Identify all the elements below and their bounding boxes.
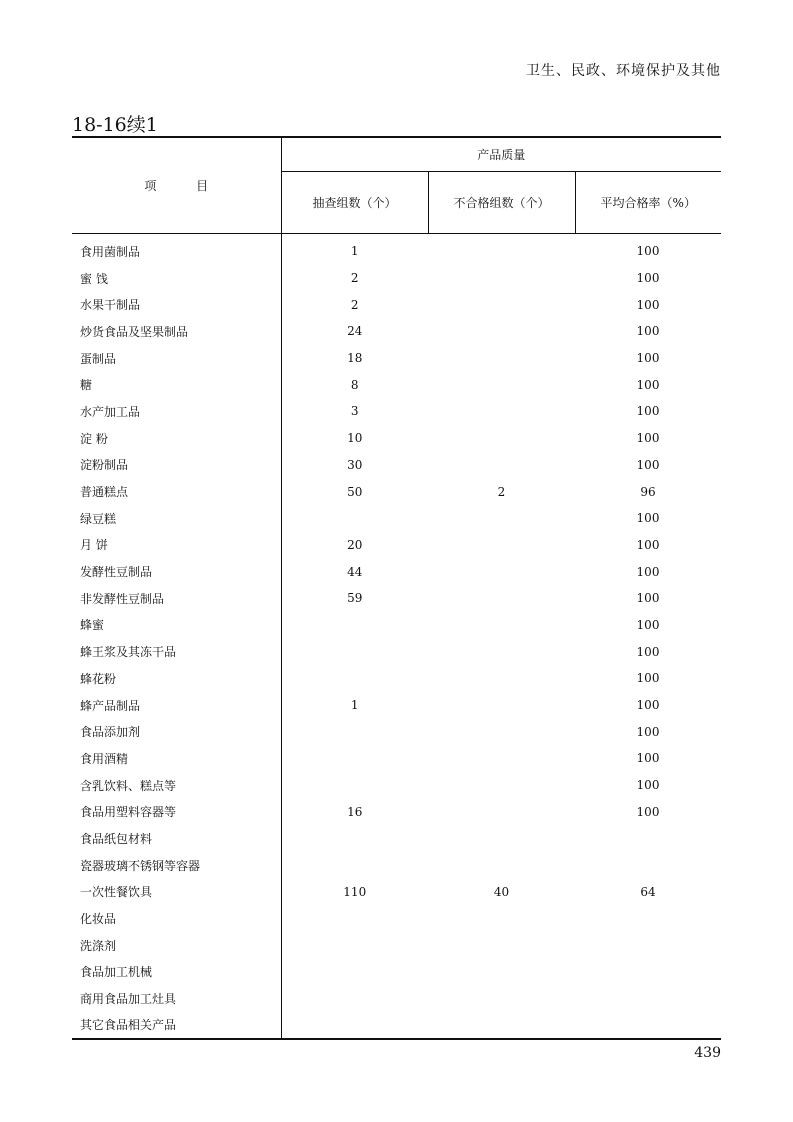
table-row (72, 452, 721, 479)
row-item-name: 瓷器玻璃不锈钢等容器 (72, 852, 281, 879)
row-pass-rate: 100 (636, 324, 660, 339)
product-quality-header: 产品质量 (281, 137, 721, 172)
row-sampled-count: 1 (350, 698, 359, 713)
row-pass-rate: 100 (636, 351, 660, 366)
row-failed-count (428, 692, 575, 719)
row-failed-count: 2 (497, 484, 506, 499)
row-sampled-count (281, 959, 428, 986)
row-sampled-count: 18 (347, 351, 363, 366)
row-pass-rate (575, 825, 721, 852)
row-item-name: 其它食品相关产品 (72, 1012, 281, 1039)
row-item-name: 绿豆糕 (72, 505, 281, 532)
row-sampled-count: 44 (347, 564, 363, 579)
row-failed-count (428, 959, 575, 986)
row-failed-count (428, 558, 575, 585)
row-failed-count (428, 825, 575, 852)
row-item-name: 食品加工机械 (72, 959, 281, 986)
row-sampled-count: 10 (347, 431, 363, 446)
table-row (72, 745, 721, 772)
table-row (72, 985, 721, 1012)
row-item-name: 食品用塑料容器等 (72, 798, 281, 825)
row-pass-rate: 100 (636, 404, 660, 419)
table-row (72, 345, 721, 372)
row-pass-rate: 64 (640, 884, 656, 899)
row-failed-count (428, 318, 575, 345)
row-sampled-count: 1 (350, 244, 359, 259)
row-failed-count (428, 505, 575, 532)
row-item-name: 一次性餐饮具 (72, 879, 281, 906)
row-failed-count (428, 612, 575, 639)
row-pass-rate: 100 (636, 591, 660, 606)
table-row (72, 371, 721, 398)
row-sampled-count: 20 (347, 537, 363, 552)
row-pass-rate: 100 (636, 431, 660, 446)
row-item-name: 月 饼 (72, 532, 281, 559)
table-row (72, 478, 721, 505)
row-item-name: 蜜 饯 (72, 265, 281, 292)
row-failed-count (428, 718, 575, 745)
row-failed-count (428, 852, 575, 879)
row-sampled-count (281, 852, 428, 879)
row-sampled-count (281, 932, 428, 959)
table-row (72, 532, 721, 559)
product-quality-table (72, 136, 721, 1040)
row-failed-count (428, 291, 575, 318)
row-sampled-count: 110 (343, 884, 367, 899)
row-failed-count (428, 371, 575, 398)
row-sampled-count (281, 1012, 428, 1039)
row-item-name: 水果干制品 (72, 291, 281, 318)
row-pass-rate: 100 (636, 511, 660, 526)
row-failed-count (428, 265, 575, 292)
row-pass-rate: 100 (636, 724, 660, 739)
row-pass-rate: 100 (636, 271, 660, 286)
row-failed-count (428, 638, 575, 665)
row-failed-count (428, 905, 575, 932)
row-pass-rate: 100 (636, 537, 660, 552)
row-item-name: 商用食品加工灶具 (72, 985, 281, 1012)
table-row (72, 879, 721, 906)
row-sampled-count (281, 665, 428, 692)
table-row (72, 959, 721, 986)
row-sampled-count (281, 825, 428, 852)
table-row (72, 638, 721, 665)
table-row (72, 772, 721, 799)
row-item-name: 蛋制品 (72, 345, 281, 372)
row-item-name: 炒货食品及坚果制品 (72, 318, 281, 345)
row-sampled-count: 50 (347, 484, 363, 499)
table-row (72, 825, 721, 852)
running-head: 卫生、民政、环境保护及其他 (526, 63, 721, 79)
row-pass-rate (575, 852, 721, 879)
row-failed-count (428, 425, 575, 452)
row-pass-rate (575, 1012, 721, 1039)
table-row (72, 234, 721, 265)
table-body (72, 234, 721, 1039)
row-pass-rate: 100 (636, 804, 660, 819)
row-pass-rate (575, 985, 721, 1012)
row-item-name: 水产加工品 (72, 398, 281, 425)
row-pass-rate: 100 (636, 617, 660, 632)
table-row (72, 718, 721, 745)
row-pass-rate (575, 905, 721, 932)
row-sampled-count (281, 985, 428, 1012)
row-sampled-count: 16 (347, 804, 363, 819)
row-item-name: 洗涤剂 (72, 932, 281, 959)
row-sampled-count: 8 (350, 377, 359, 392)
row-pass-rate (575, 959, 721, 986)
row-failed-count (428, 398, 575, 425)
sampled-groups-header: 抽查组数（个） (281, 172, 428, 234)
table-row (72, 585, 721, 612)
table-row (72, 558, 721, 585)
table-row (72, 905, 721, 932)
row-failed-count (428, 772, 575, 799)
row-item-name: 食用菌制品 (72, 234, 281, 265)
row-item-name: 食品纸包材料 (72, 825, 281, 852)
row-item-name: 淀粉制品 (72, 452, 281, 479)
row-failed-count (428, 1012, 575, 1039)
table-row (72, 612, 721, 639)
table-row (72, 505, 721, 532)
row-sampled-count (281, 612, 428, 639)
row-item-name: 食用酒精 (72, 745, 281, 772)
table-row (72, 1012, 721, 1039)
row-pass-rate (575, 932, 721, 959)
row-sampled-count (281, 718, 428, 745)
row-pass-rate: 100 (636, 644, 660, 659)
table-row (72, 265, 721, 292)
table-row (72, 318, 721, 345)
row-item-name: 非发酵性豆制品 (72, 585, 281, 612)
row-failed-count (428, 234, 575, 265)
row-item-name: 含乳饮料、糕点等 (72, 772, 281, 799)
row-failed-count (428, 345, 575, 372)
row-failed-count (428, 452, 575, 479)
failed-groups-header: 不合格组数（个） (428, 172, 575, 234)
row-sampled-count (281, 505, 428, 532)
table-row (72, 425, 721, 452)
row-item-name: 淀 粉 (72, 425, 281, 452)
row-sampled-count (281, 745, 428, 772)
row-pass-rate: 100 (636, 377, 660, 392)
row-item-name: 蜂花粉 (72, 665, 281, 692)
row-sampled-count: 30 (347, 457, 363, 472)
row-pass-rate: 100 (636, 671, 660, 686)
row-sampled-count: 3 (350, 404, 359, 419)
pass-rate-header: 平均合格率（%） (575, 172, 721, 234)
row-failed-count (428, 532, 575, 559)
row-failed-count (428, 932, 575, 959)
row-item-name: 蜂蜜 (72, 612, 281, 639)
row-sampled-count: 59 (347, 591, 363, 606)
page-number: 439 (694, 1045, 721, 1061)
row-item-name: 蜂王浆及其冻干品 (72, 638, 281, 665)
row-item-name: 蜂产品制品 (72, 692, 281, 719)
row-sampled-count (281, 905, 428, 932)
row-pass-rate: 100 (636, 778, 660, 793)
row-pass-rate: 100 (636, 698, 660, 713)
row-item-name: 化妆品 (72, 905, 281, 932)
row-item-name: 食品添加剂 (72, 718, 281, 745)
row-sampled-count (281, 638, 428, 665)
row-pass-rate: 100 (636, 457, 660, 472)
row-failed-count (428, 665, 575, 692)
row-failed-count (428, 985, 575, 1012)
row-pass-rate: 100 (636, 297, 660, 312)
row-sampled-count: 2 (350, 297, 359, 312)
table-row (72, 798, 721, 825)
row-pass-rate: 100 (636, 751, 660, 766)
table-row (72, 398, 721, 425)
row-item-name: 普通糕点 (72, 478, 281, 505)
row-failed-count (428, 585, 575, 612)
table-row (72, 932, 721, 959)
row-pass-rate: 100 (636, 564, 660, 579)
row-pass-rate: 100 (636, 244, 660, 259)
table-row (72, 692, 721, 719)
item-column-header: 项 目 (72, 137, 281, 234)
row-failed-count (428, 745, 575, 772)
row-item-name: 发酵性豆制品 (72, 558, 281, 585)
row-sampled-count: 2 (350, 271, 359, 286)
table-row (72, 665, 721, 692)
row-failed-count (428, 798, 575, 825)
row-pass-rate: 96 (640, 484, 656, 499)
row-sampled-count (281, 772, 428, 799)
table-title: 18-16续1 (72, 114, 158, 136)
row-sampled-count: 24 (347, 324, 363, 339)
row-failed-count: 40 (493, 884, 510, 899)
row-item-name: 糖 (72, 371, 281, 398)
table-row (72, 291, 721, 318)
table-row (72, 852, 721, 879)
